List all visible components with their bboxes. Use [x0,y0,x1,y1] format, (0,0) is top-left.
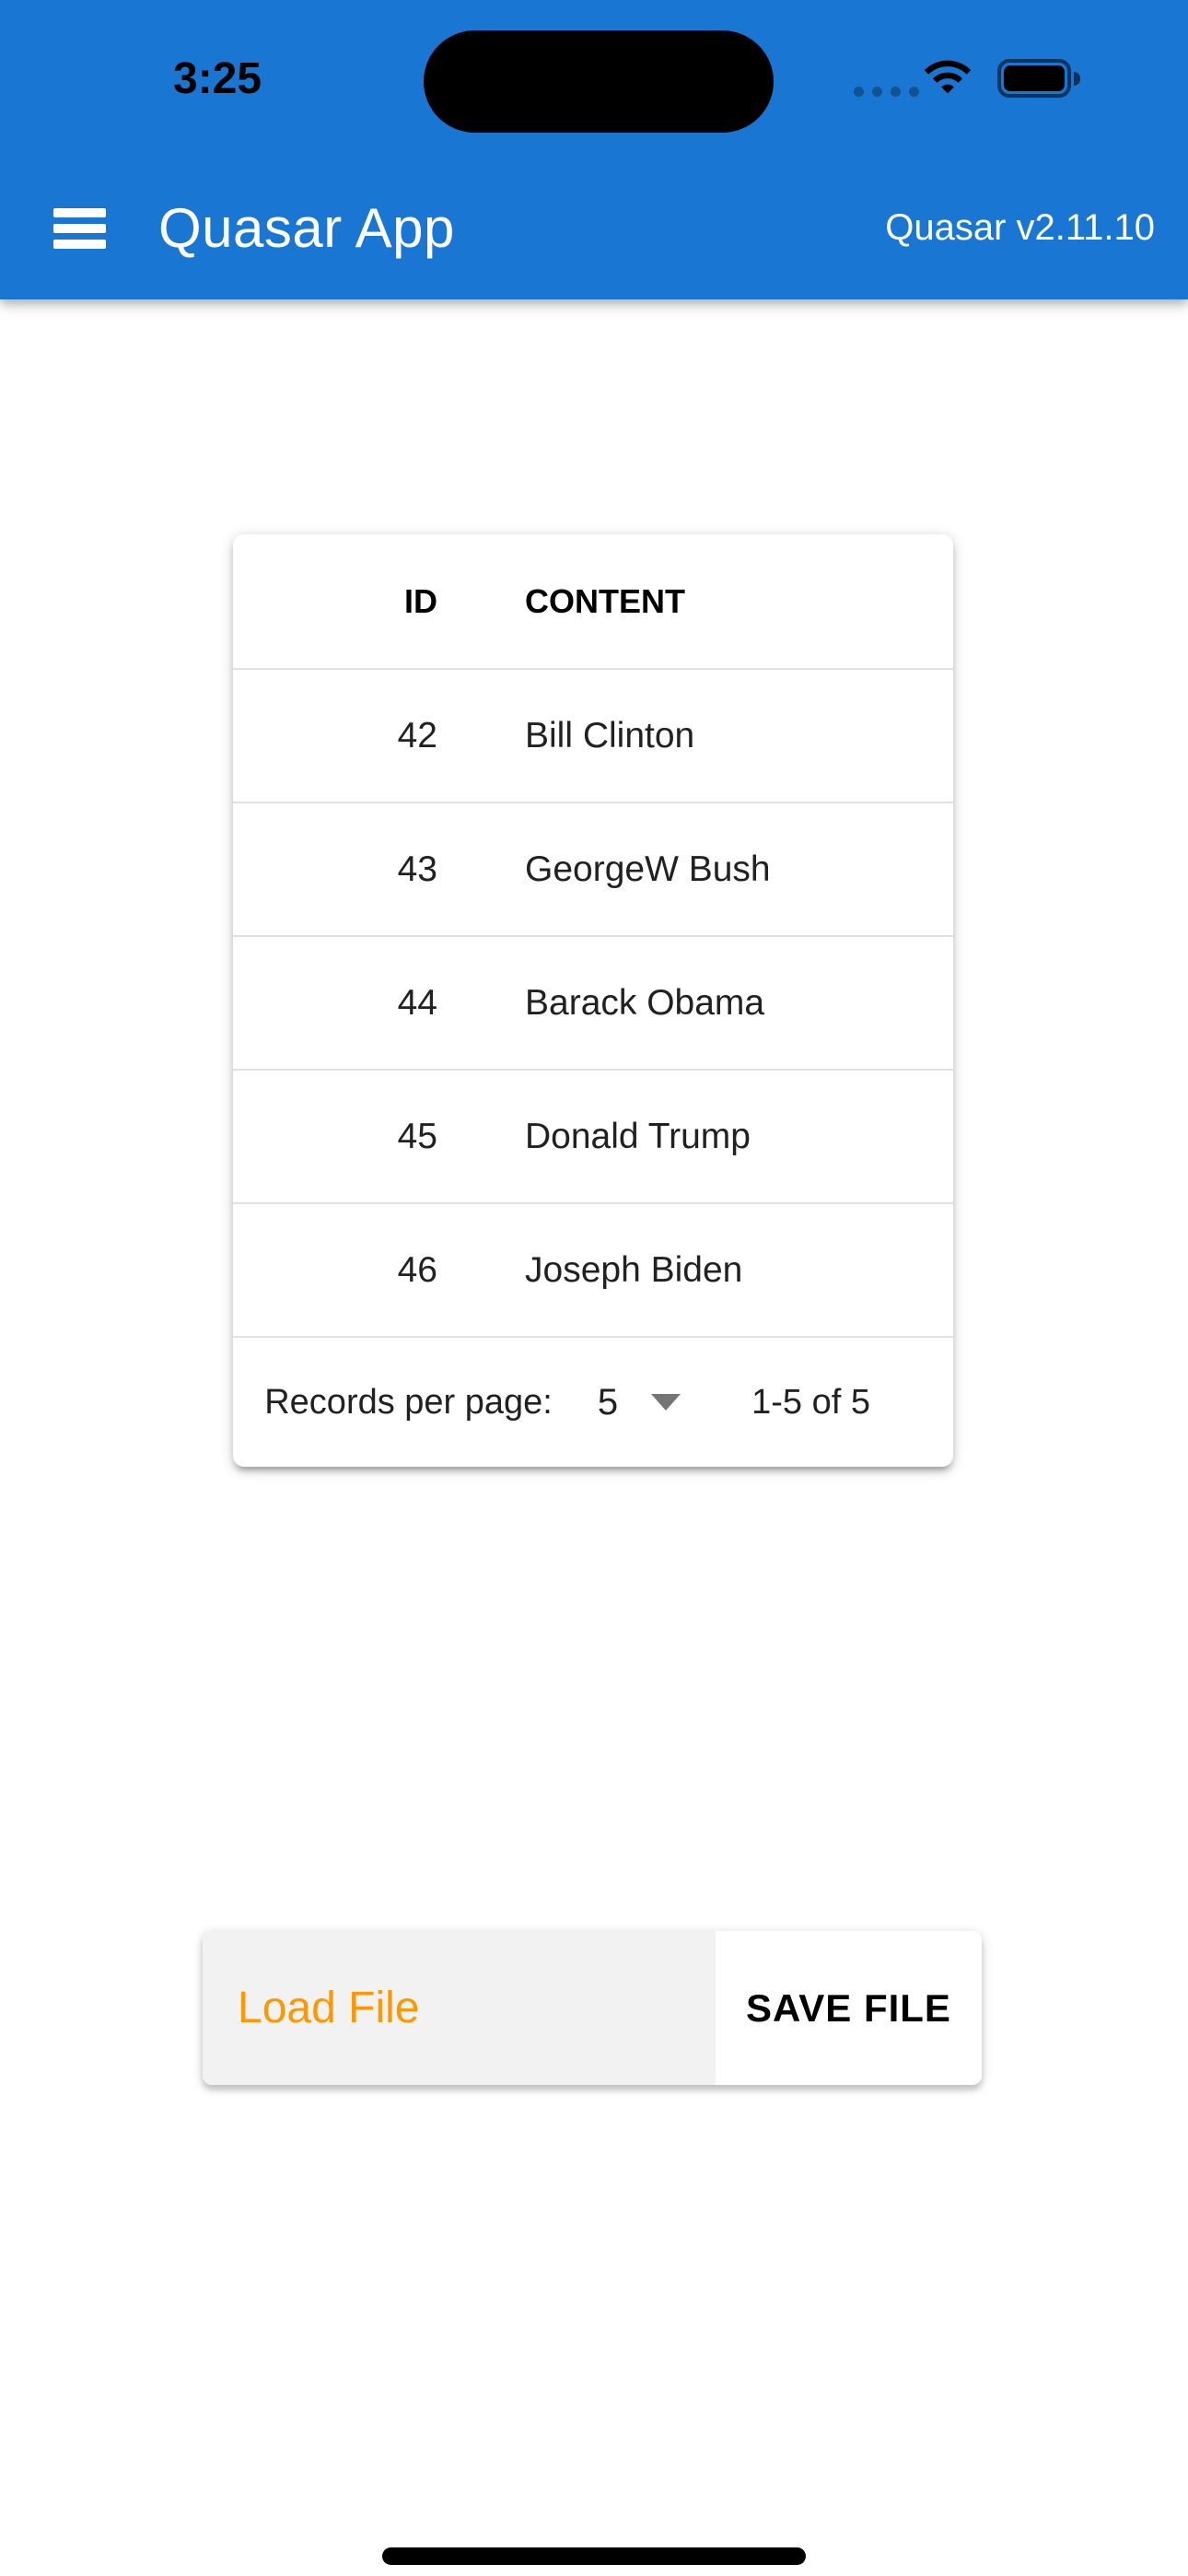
load-file-label: Load File [238,1984,420,2032]
column-header-id: ID [404,581,437,620]
save-file-label: SAVE FILE [746,1985,951,2030]
records-per-page-value: 5 [597,1381,619,1423]
cellular-signal-dots-icon [854,87,919,97]
save-file-button[interactable] [716,1931,982,2085]
signal-dot [909,87,919,97]
battery-cap [1074,72,1080,86]
file-action-bar [203,1931,982,2085]
battery-icon [997,59,1071,98]
signal-dot [872,87,882,97]
cell-content: Donald Trump [525,1116,751,1156]
cell-id: 44 [397,982,437,1023]
home-indicator-handle[interactable] [382,2547,806,2565]
cell-content: GeorgeW Bush [525,849,771,889]
signal-dot [891,87,901,97]
records-per-page-select[interactable] [553,1382,681,1423]
table-row [233,1202,953,1336]
cell-id: 46 [397,1249,437,1290]
menu-icon [53,208,106,217]
cell-content: Bill Clinton [525,715,695,755]
cell-id: 42 [397,715,437,755]
status-time: 3:25 [173,54,262,103]
table-row [233,1069,953,1202]
cell-content: Barack Obama [525,982,765,1023]
status-bar [0,0,1188,147]
table-pagination [233,1336,953,1467]
table-row [233,935,953,1069]
pagination-range-label: 1-5 of 5 [751,1382,870,1422]
app-version: Quasar v2.11.10 [885,207,1155,248]
records-table [233,534,953,1467]
chevron-down-icon [651,1394,681,1411]
toolbar [0,147,1188,299]
table-header-row [233,534,953,668]
column-header-content: CONTENT [525,581,685,620]
cell-content: Joseph Biden [525,1249,743,1290]
table-row [233,668,953,802]
app-title: Quasar App [158,197,455,259]
signal-dot [854,87,864,97]
app-bar [0,0,1188,299]
menu-button[interactable] [53,208,107,249]
wifi-icon [922,55,973,98]
cell-id: 45 [397,1116,437,1156]
battery-fill [1004,65,1065,91]
table-row [233,802,953,935]
records-per-page-label: Records per page: [264,1382,553,1422]
load-file-input[interactable] [203,1931,716,2085]
cell-id: 43 [397,849,437,889]
dynamic-island [424,30,774,133]
